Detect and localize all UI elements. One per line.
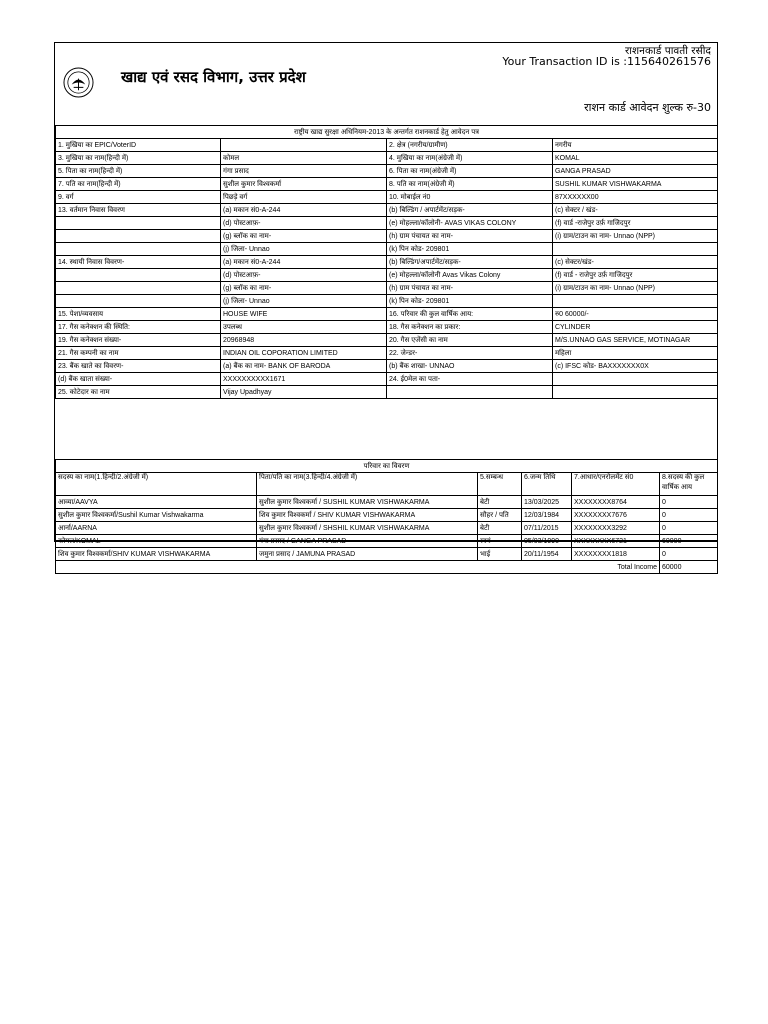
detail-row bbox=[56, 360, 718, 373]
member-cell: 20/11/1954 bbox=[522, 548, 572, 561]
field-value: पिछड़े वर्ग bbox=[221, 191, 387, 204]
member-cell: गंगा प्रसाद / GANGA PRASAD bbox=[257, 535, 478, 548]
field-label: 1. मुखिया का EPIC/VoterID bbox=[56, 139, 221, 152]
field-label bbox=[387, 386, 553, 399]
field-value bbox=[553, 243, 718, 256]
field-label: 23. बैंक खाते का विवरण- bbox=[56, 360, 221, 373]
application-details-table bbox=[55, 125, 718, 399]
member-cell: स्वयं bbox=[478, 535, 522, 548]
field-value: सुशील कुमार विश्वकर्मा bbox=[221, 178, 387, 191]
field-label: 24. ई0मेल का पता- bbox=[387, 373, 553, 386]
field-label: (k) पिन कोड- 209801 bbox=[387, 295, 553, 308]
field-value: नगरीय bbox=[553, 139, 718, 152]
field-value: महिला bbox=[553, 347, 718, 360]
field-value: (j) जिला- Unnao bbox=[221, 295, 387, 308]
field-label: 22. जेन्डर- bbox=[387, 347, 553, 360]
field-label: 7. पति का नाम(हिन्दी में) bbox=[56, 178, 221, 191]
field-label bbox=[56, 282, 221, 295]
field-label: 19. गैस कनेक्शन संख्या- bbox=[56, 334, 221, 347]
member-cell: सुशील कुमार विश्वकर्मा/Sushil Kumar Vishwakarma bbox=[56, 509, 257, 522]
member-cell: 0 bbox=[660, 548, 718, 561]
field-label bbox=[56, 217, 221, 230]
field-value: (j) जिला- Unnao bbox=[221, 243, 387, 256]
field-value: उपलब्ध bbox=[221, 321, 387, 334]
field-label: 9. वर्ग bbox=[56, 191, 221, 204]
field-value bbox=[553, 373, 718, 386]
detail-row bbox=[56, 178, 718, 191]
column-header: 7.आधार/एनरोलमेंट सं0 bbox=[572, 473, 660, 496]
field-label: 16. परिवार की कुल वार्षिक आय: bbox=[387, 308, 553, 321]
field-value bbox=[553, 295, 718, 308]
member-cell: 0 bbox=[660, 522, 718, 535]
field-value: (g) ब्लॉक का नाम- bbox=[221, 230, 387, 243]
family-member-row bbox=[56, 509, 718, 522]
field-value: 20968948 bbox=[221, 334, 387, 347]
column-header: 6.जन्म तिथि bbox=[522, 473, 572, 496]
detail-row bbox=[56, 256, 718, 269]
column-header: 8.सदस्य की कुल वार्षिक आय bbox=[660, 473, 718, 496]
family-header-row bbox=[56, 473, 718, 496]
detail-row bbox=[56, 243, 718, 256]
field-value bbox=[553, 386, 718, 399]
transaction-label: Your Transaction ID is : bbox=[502, 55, 628, 68]
field-value: (d) पोस्टआफ़- bbox=[221, 269, 387, 282]
field-value: (c) सेक्टर/खंड- bbox=[553, 256, 718, 269]
column-header: पिता/पति का नाम(3.हिन्दी/4.अंग्रेजी में) bbox=[257, 473, 478, 496]
detail-row bbox=[56, 139, 718, 152]
field-value: कोमल bbox=[221, 152, 387, 165]
member-cell: आर्ना/AARNA bbox=[56, 522, 257, 535]
detail-row bbox=[56, 191, 718, 204]
member-cell: 0 bbox=[660, 509, 718, 522]
field-label: 2. क्षेत्र (नगरीय/ग्रामीण) bbox=[387, 139, 553, 152]
member-cell: 60000 bbox=[660, 535, 718, 548]
member-cell: सौहर / पति bbox=[478, 509, 522, 522]
detail-row bbox=[56, 152, 718, 165]
total-income-row bbox=[56, 561, 718, 574]
family-member-row bbox=[56, 522, 718, 535]
total-income-value: 60000 bbox=[660, 561, 718, 574]
field-value: CYLINDER bbox=[553, 321, 718, 334]
field-value: HOUSE WIFE bbox=[221, 308, 387, 321]
field-label bbox=[56, 269, 221, 282]
field-label: 20. गैस एजेंसी का नाम bbox=[387, 334, 553, 347]
department-title: खाद्य एवं रसद विभाग, उत्तर प्रदेश bbox=[121, 68, 306, 86]
transaction-id-line bbox=[502, 55, 711, 68]
member-cell: आव्या/AAVYA bbox=[56, 496, 257, 509]
family-details-table bbox=[55, 459, 718, 574]
field-label: 10. मोबाईल नं0 bbox=[387, 191, 553, 204]
field-label: (d) बैंक खाता संख्या- bbox=[56, 373, 221, 386]
member-cell: शिव कुमार विश्वकर्मा/SHIV KUMAR VISHWAKARMA bbox=[56, 548, 257, 561]
field-label: (e) मोहल्ला/कॉलोनी- AVAS VIKAS COLONY bbox=[387, 217, 553, 230]
family-section-title: परिवार का विवरण bbox=[56, 460, 718, 473]
member-cell: XXXXXXXX1818 bbox=[572, 548, 660, 561]
field-label: 5. पिता का नाम(हिन्दी में) bbox=[56, 165, 221, 178]
fee-text: राशन कार्ड आवेदन शुल्क रु-30 bbox=[584, 101, 711, 114]
member-cell: जमुना प्रसाद / JAMUNA PRASAD bbox=[257, 548, 478, 561]
field-value: KOMAL bbox=[553, 152, 718, 165]
detail-row bbox=[56, 347, 718, 360]
field-value: (f) वार्ड -राजेपुर उर्फ़ गाजिदपुर bbox=[553, 217, 718, 230]
detail-row bbox=[56, 308, 718, 321]
field-label: (b) बिल्डिंग/अपार्टमेंट/सड़क- bbox=[387, 256, 553, 269]
member-cell: बेटी bbox=[478, 522, 522, 535]
field-value: SUSHIL KUMAR VISHWAKARMA bbox=[553, 178, 718, 191]
field-label: 15. पेशा/व्यवसाय bbox=[56, 308, 221, 321]
member-cell: सुशील कुमार विश्वकर्मा / SUSHIL KUMAR VISHWAKARMA bbox=[257, 496, 478, 509]
total-income-label: Total Income bbox=[56, 561, 660, 574]
field-value: 87XXXXXX00 bbox=[553, 191, 718, 204]
column-header: 5.सम्बन्ध bbox=[478, 473, 522, 496]
field-label: 17. गैस कनेक्शन की स्थिति: bbox=[56, 321, 221, 334]
detail-row bbox=[56, 230, 718, 243]
family-member-row bbox=[56, 535, 718, 548]
field-value: (d) पोस्टआफ़- bbox=[221, 217, 387, 230]
family-member-row bbox=[56, 496, 718, 509]
detail-row bbox=[56, 282, 718, 295]
field-value: (c) IFSC कोड- BAXXXXXXX0X bbox=[553, 360, 718, 373]
field-label: (h) ग्राम पंचायत का नाम- bbox=[387, 282, 553, 295]
member-cell: 07/11/2015 bbox=[522, 522, 572, 535]
field-value: गंगा प्रसाद bbox=[221, 165, 387, 178]
detail-row bbox=[56, 204, 718, 217]
family-member-row bbox=[56, 548, 718, 561]
member-cell: 0 bbox=[660, 496, 718, 509]
field-value: (i) ग्राम/टाउन का नाम- Unnao (NPP) bbox=[553, 282, 718, 295]
field-label bbox=[56, 230, 221, 243]
member-cell: सुशील कुमार विश्वकर्मा / SHSHIL KUMAR VISHWAKARMA bbox=[257, 522, 478, 535]
field-value: M/S.UNNAO GAS SERVICE, MOTINAGAR bbox=[553, 334, 718, 347]
field-label: 18. गैस कनेक्शन का प्रकार: bbox=[387, 321, 553, 334]
detail-row bbox=[56, 269, 718, 282]
member-cell: कोमल/KOMAL bbox=[56, 535, 257, 548]
receipt-sheet bbox=[54, 42, 718, 571]
field-label: (b) बिल्डिंग / अपार्टमेंट/सड़क- bbox=[387, 204, 553, 217]
field-value: INDIAN OIL COPORATION LIMITED bbox=[221, 347, 387, 360]
field-value: रु0 60000/- bbox=[553, 308, 718, 321]
form-title: राष्ट्रीय खाद्य सुरक्षा अधिनियम-2013 के अन्तर्गत राशनकार्ड हेतु आवेदन पत्र bbox=[56, 126, 718, 139]
receipt-title: राशनकार्ड पावती रसीद bbox=[625, 45, 711, 57]
column-header: सदस्य का नाम(1.हिन्दी/2.अंग्रेजी में) bbox=[56, 473, 257, 496]
field-label: 6. पिता का नाम(अंग्रेजी में) bbox=[387, 165, 553, 178]
field-label bbox=[56, 243, 221, 256]
field-label: 4. मुखिया का नाम(अंग्रेजी में) bbox=[387, 152, 553, 165]
member-cell: XXXXXXXX3292 bbox=[572, 522, 660, 535]
field-label: 14. स्थायी निवास विवरण- bbox=[56, 256, 221, 269]
member-cell: 13/03/2025 bbox=[522, 496, 572, 509]
field-value: (a) मकान सं0-A-244 bbox=[221, 256, 387, 269]
field-label: 8. पति का नाम(अंग्रेजी में) bbox=[387, 178, 553, 191]
member-cell: शिव कुमार विश्वकर्मा / SHIV KUMAR VISHWAKARMA bbox=[257, 509, 478, 522]
field-label: 13. वर्तमान निवास विवरण bbox=[56, 204, 221, 217]
field-value: Vijay Upadhyay bbox=[221, 386, 387, 399]
detail-row bbox=[56, 321, 718, 334]
member-cell: बेटी bbox=[478, 496, 522, 509]
field-value: (i) ग्राम/टाउन का नाम- Unnao (NPP) bbox=[553, 230, 718, 243]
field-value bbox=[221, 139, 387, 152]
member-cell: 05/03/1990 bbox=[522, 535, 572, 548]
detail-row bbox=[56, 217, 718, 230]
field-value: (a) बैंक का नाम- BANK OF BARODA bbox=[221, 360, 387, 373]
field-value: GANGA PRASAD bbox=[553, 165, 718, 178]
field-label: (e) मोहल्ला/कॉलोनी Avas Vikas Colony bbox=[387, 269, 553, 282]
field-label: (b) बैंक शाखा- UNNAO bbox=[387, 360, 553, 373]
field-label: 21. गैस कम्पनी का नाम bbox=[56, 347, 221, 360]
transaction-id: 115640261576 bbox=[627, 55, 711, 68]
detail-row bbox=[56, 334, 718, 347]
field-label: (k) पिन कोड- 209801 bbox=[387, 243, 553, 256]
field-value: (c) सेक्टर / खंड- bbox=[553, 204, 718, 217]
detail-row bbox=[56, 386, 718, 399]
field-label: (h) ग्राम पंचायत का नाम- bbox=[387, 230, 553, 243]
field-value: (g) ब्लॉक का नाम- bbox=[221, 282, 387, 295]
field-label: 3. मुखिया का नाम(हिन्दी में) bbox=[56, 152, 221, 165]
detail-row bbox=[56, 165, 718, 178]
field-value: XXXXXXXXXX1671 bbox=[221, 373, 387, 386]
detail-row bbox=[56, 295, 718, 308]
field-value: (f) वार्ड - राजेपुर उर्फ़ गाजिदपुर bbox=[553, 269, 718, 282]
up-government-seal-icon bbox=[63, 67, 94, 98]
detail-row bbox=[56, 373, 718, 386]
member-cell: XXXXXXXX6721 bbox=[572, 535, 660, 548]
member-cell: XXXXXXXX7676 bbox=[572, 509, 660, 522]
field-label: 25. कोटेदार का नाम bbox=[56, 386, 221, 399]
field-value: (a) मकान सं0-A-244 bbox=[221, 204, 387, 217]
member-cell: XXXXXXXX8764 bbox=[572, 496, 660, 509]
member-cell: भाई bbox=[478, 548, 522, 561]
field-label bbox=[56, 295, 221, 308]
member-cell: 12/03/1984 bbox=[522, 509, 572, 522]
